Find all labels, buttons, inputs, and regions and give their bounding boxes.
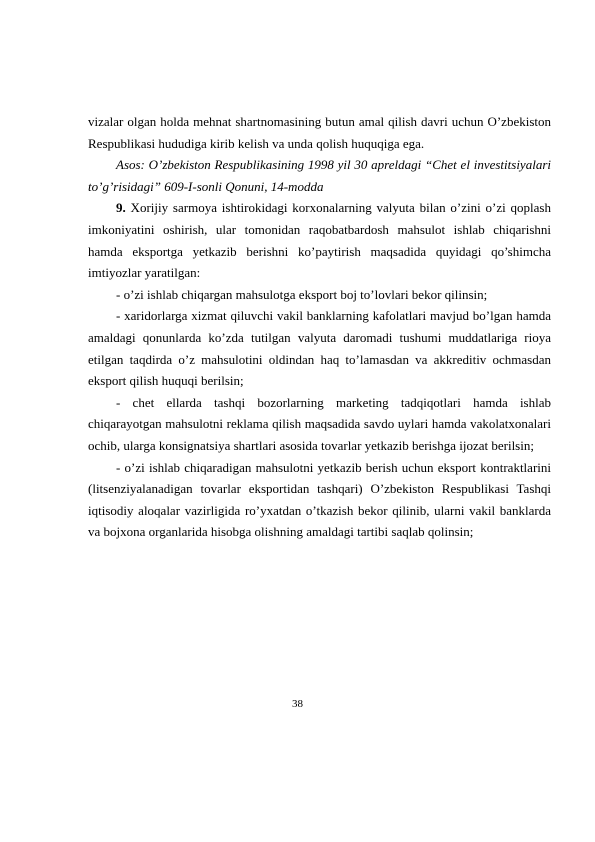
page-number: 38	[292, 698, 303, 710]
paragraph-number: 9.	[116, 200, 126, 216]
document-body	[88, 111, 551, 543]
list-item-trade-houses: - chet ellarda tashqi bozorlarning marketing tadqiqotlari hamda ishlab chiqarayotgan mahsulotni reklama qilish maqsadida savdo uylari hamda vakolatxonalari ochib, ularga konsignatsiya shartlari asosida tovarlar yetkazib berishga ijozat berilsin;	[88, 394, 551, 453]
continuation-paragraph: vizalar olgan holda mehnat shartnomasining butun amal qilish davri uchun O’zbekiston Respublikasi hududiga kirib kelish va unda qolish huquqiga ega.	[88, 114, 551, 151]
list-item-export-without-prepayment: - xaridorlarga xizmat qiluvchi vakil banklarning kafolatlari mavjud bo’lgan hamda amaldagi qonunlarda ko’zda tutilgan valyuta daromadi tushumi muddatlariga rioya etilgan taqdirda o’z mahsulotini oldindan haq to’lamasdan va akkreditiv ochmasdan eksport qilish huquqi berilsin;	[88, 308, 551, 389]
list-item-export-duties: - o’zi ishlab chiqargan mahsulotga eksport boj to’lovlari bekor qilinsin;	[116, 286, 488, 302]
numbered-paragraph-9	[88, 197, 551, 283]
paragraph-text: Xorijiy sarmoya ishtirokidagi korxonalarning valyuta bilan o’zini o’zi qoplash imkoniyatini oshirish, ular tomonidan raqobatbardosh mahsulot ishlab chiqarishni hamda eksportga yetkazib berishni ko’paytirish maqsadida quyidagi qo’shimcha imtiyozlar yaratilgan:	[88, 200, 551, 281]
list-item-contract-registration: - o’zi ishlab chiqaradigan mahsulotni yetkazib berish uchun eksport kontraktlarini (litsenziyalanadigan tovarlar eksportidan tashqari) O’zbekiston Respublikasi Tashqi iqtisodiy aloqalar vazirligida ro’yxatdan o’tkazish bekor qilinib, ularni vakil banklarda va bojxona organlarida hisobga olishning amaldagi tartibi saqlab qolinsin;	[88, 459, 551, 540]
legal-basis-note: Asos: O’zbekiston Respublikasining 1998 yil 30 apreldagi “Chet el investitsiyalari to’g’risidagi” 609-I-sonli Qonuni, 14-modda	[88, 157, 551, 194]
